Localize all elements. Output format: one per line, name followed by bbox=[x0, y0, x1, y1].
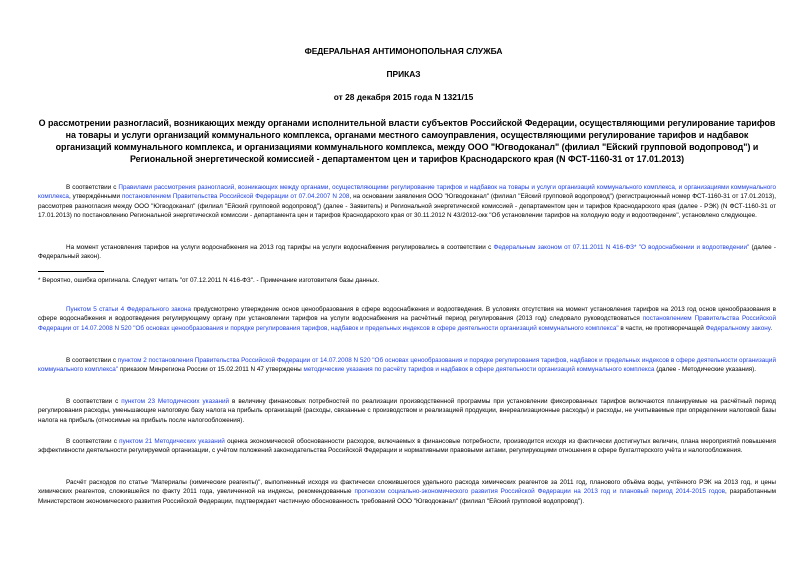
footnote bbox=[38, 276, 776, 285]
footnote-text: * Вероятно, ошибка оригинала. Следует читать "от 07.12.2011 N 416-ФЗ". - Примечание изготовителя базы данных. bbox=[38, 277, 380, 284]
link-decree-208[interactable]: постановлением Правительства Российской Федерации от 07.04.2007 N 208 bbox=[121, 193, 350, 201]
paragraph-7 bbox=[38, 478, 776, 506]
document-type: ПРИКАЗ bbox=[386, 69, 421, 79]
text: , на основании заявления ООО "Югводоканал" (филиал "Ейский групповой водопровод") (регистрационный номер ФСТ-1160-31 от 17.01.2013), рассмотрев разногласия между ООО "Югводоканал" (филиал "Ейский групповой водопровод") (далее - Заявитель) и Региональной энергетической комиссией - департаментом цен и тарифов Краснодарского края (далее - РЭК) (N ФСТ-1160-31 от 17.01.2013) по постановлению Региональной энергетической комиссии - департамента цен и тарифов Краснодарского края от 30.11.2012 N 43/2012-окк "Об установлении тарифов на холодную воду и водоотведение", установлено следующее. bbox=[38, 193, 777, 220]
paragraph-3 bbox=[38, 305, 776, 333]
link-art4-p5[interactable]: Пунктом 5 статьи 4 Федерального закона bbox=[66, 306, 192, 313]
link-federal-law-2[interactable]: Федеральному закону bbox=[705, 324, 771, 332]
text: предусмотрено утверждение основ ценообразования в сфере водоснабжения и водоотведения. В условиях отсутствия на момент установления тарифов на 2013 год основ ценообразования в сфере водоснабжения и водоотведения регулирующему органу при установлении тарифов на услуги водоснабжения на расчётный период регулирования (2013 год) следовало руководствоваться bbox=[38, 306, 776, 323]
paragraph-4 bbox=[38, 356, 776, 375]
paragraph-6 bbox=[38, 437, 776, 456]
link-federal-law[interactable]: Федеральным законом от 07.11.2011 N 416-ФЗ* "О водоснабжении и водоотведении" bbox=[493, 244, 750, 251]
paragraph-5 bbox=[38, 397, 776, 425]
text: в величину финансовых потребностей по реализации производственной программы при установлении фиксированных тарифов включаются планируемые на расчётный период регулирования расходы, уменьшающие налоговую базу налога на прибыль организаций (расходы, связанные с производством и реализацией продукции, внереализационные расходы) и расходы, не учитываемые при определении налоговой базы налога на прибыль (относимые на прибыль после налогообложения). bbox=[38, 398, 776, 424]
link-guidelines-p23[interactable]: пунктом 23 Методических указаний bbox=[121, 398, 230, 405]
paragraph-1 bbox=[38, 183, 776, 220]
document-date-number: от 28 декабря 2015 года N 1321/15 bbox=[333, 92, 474, 102]
text: (далее - Федеральный закон). bbox=[38, 244, 776, 261]
text: , разработанным Министерством экономического развития Российской Федерации, подтверждает частичную обоснованность требований ООО "Югводоканал" (филиал "Ейский групповой водопровод"). bbox=[38, 488, 777, 505]
link-decree-520-p2[interactable]: пунктом 2 постановления Правительства Российской Федерации от 14.07.2008 N 520 "Об основах ценообразования и порядке регулирования тарифов, надбавок и предельных индексов в сфере деятельности организаций коммунального комплекса" bbox=[38, 357, 777, 374]
text: В соответствии с bbox=[66, 184, 119, 191]
text: оценка экономической обоснованности расходов, включаемых в финансовые потребности, производится исходя из фактически достигнутых величин, плана мероприятий повышения эффективности деятельности регулируемой организации, с учётом положений законодательства Российской Федерации и нормативными правовыми актами, регулирующими отношения в сфере бухгалтерского учёта и налогообложения. bbox=[38, 438, 776, 455]
document-title: О рассмотрении разногласий, возникающих между органами исполнительной власти субъектов Российской Федерации, осуществляющими регулирование тарифов на товары и услуги организаций коммунального комплекса, органами местного самоуправления, осуществляющими регулирование тарифов и надбавок организаций коммунального комплекса, и организациями коммунального комплекса, между ООО "Югводоканал" (филиал "Ейский групповой водопровод") и Региональной энергетической комиссией - департаментом цен и тарифов Краснодарского края (N ФСТ-1160-31 от 17.01.2013) bbox=[38, 118, 776, 164]
org-name: ФЕДЕРАЛЬНАЯ АНТИМОНОПОЛЬНАЯ СЛУЖБА bbox=[304, 46, 503, 56]
paragraph-2 bbox=[38, 243, 776, 262]
text: Расчёт расходов по статье "Материалы (химические реагенты)", выполненный исходя из фактически сложившегося удельного расхода химических реагентов за 2011 год, планового объёма воды, учтённого РЭК на 2013 год, и цены химических реагентов, сложившейся по факту 2011 года, увеличенной на индексы, рекомендованные bbox=[38, 479, 776, 496]
link-forecast[interactable]: прогнозом социально-экономического развития Российской Федерации на 2013 год и плановый период 2014-2015 годов bbox=[354, 488, 726, 496]
text: , утверждёнными bbox=[68, 193, 122, 201]
text: (далее - Методические указания). bbox=[654, 366, 757, 374]
link-rules[interactable]: Правилами рассмотрения разногласий, возникающих между органами, осуществляющими регулирование тарифов и надбавок на товары и услуги организаций коммунального комплекса, и организациями коммунального комплекса bbox=[38, 184, 776, 201]
text: В соответствии с bbox=[66, 398, 122, 405]
footnote-divider bbox=[38, 271, 104, 272]
text: . bbox=[770, 324, 773, 332]
text: В соответствии с bbox=[66, 438, 120, 445]
link-decree-520[interactable]: постановлением Правительства Российской Федерации от 14.07.2008 N 520 "Об основах ценообразования и порядке регулирования тарифов, надбавок и предельных индексов в сфере деятельности организаций коммунального комплекса" bbox=[38, 315, 776, 332]
text: в части, не противоречащей bbox=[618, 324, 706, 332]
text: В соответствии с bbox=[66, 357, 118, 364]
text: На момент установления тарифов на услуги водоснабжения на 2013 год тарифы на услуги водоснабжения регулировались в соответствии с bbox=[66, 244, 494, 251]
link-methodical-guidelines[interactable]: методические указания по расчёту тарифов и надбавок в сфере деятельности организаций коммунального комплекса bbox=[303, 366, 655, 374]
text: приказом Минрегиона России от 15.02.2011 N 47 утверждены bbox=[118, 366, 304, 374]
link-guidelines-p21[interactable]: пунктом 21 Методических указаний bbox=[119, 438, 225, 445]
